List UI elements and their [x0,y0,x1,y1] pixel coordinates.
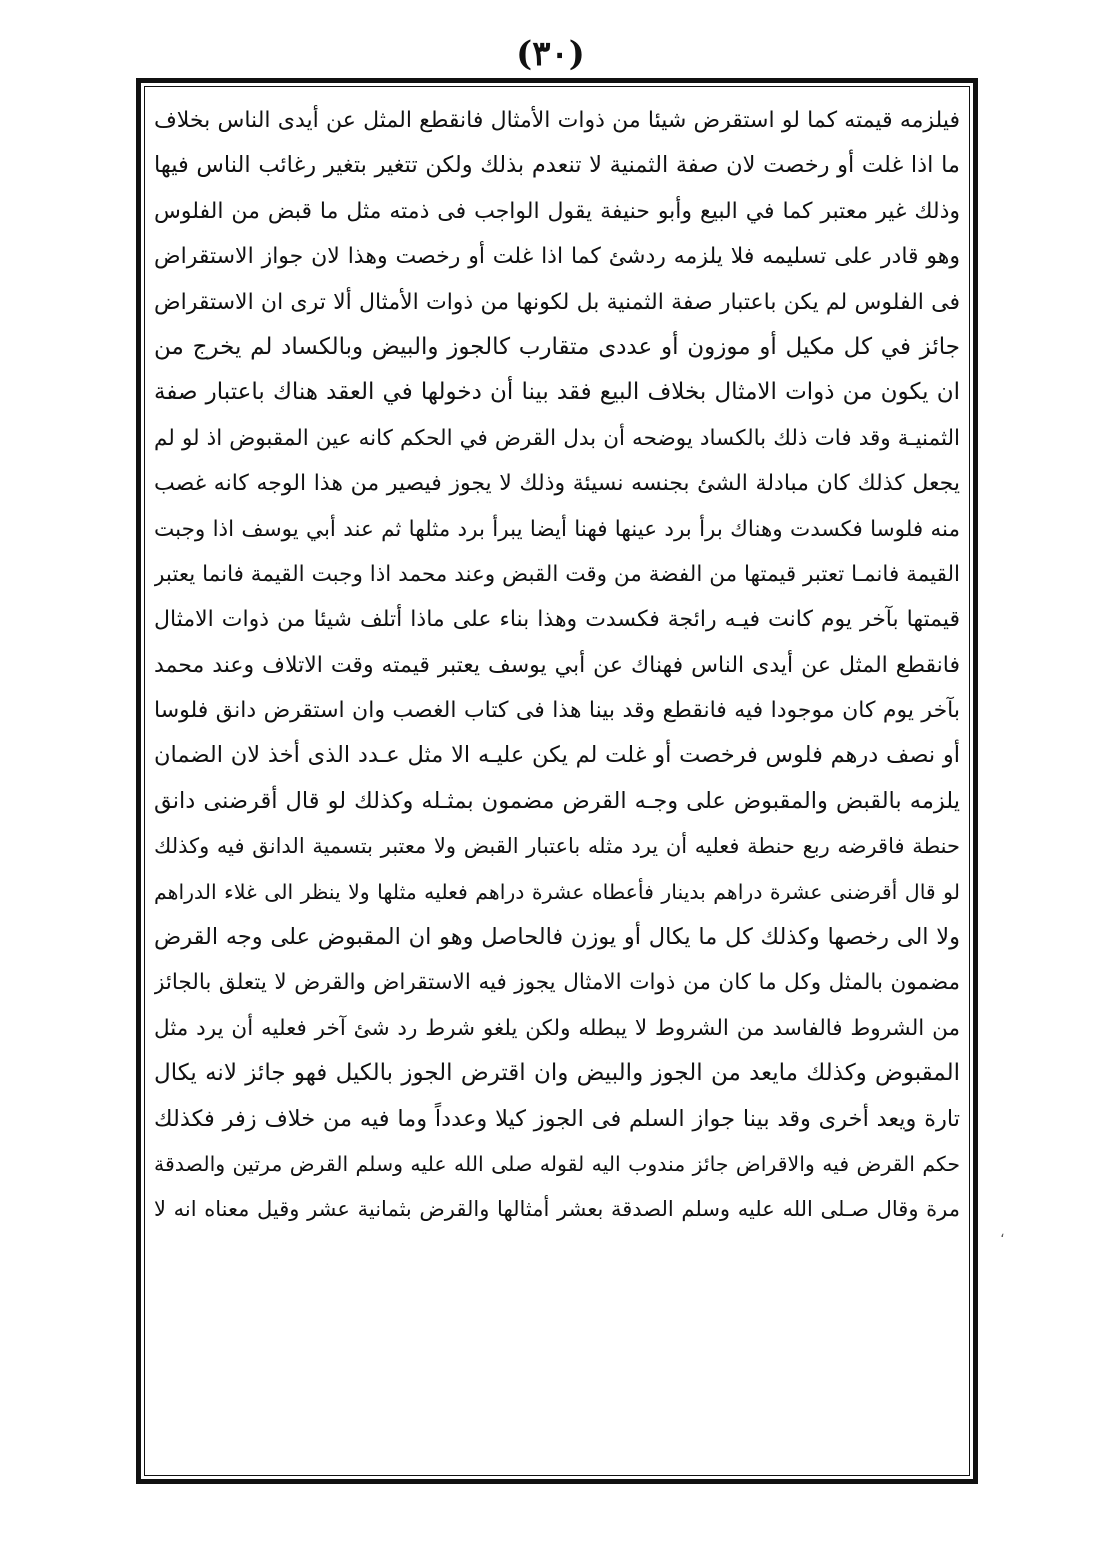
text-line: لو قال أقرضنى عشرة دراهم بدينار فأعطاه عشرة دراهم فعليه مثلها ولا ينظر الى غلاء الدراهم [154,879,960,904]
text-line: ان يكون من ذوات الامثال بخلاف البيع فقد بينا أن دخولها في العقد هناك باعتبار صفة [154,379,960,406]
text-line: تارة ويعد أخرى وقد بينا جواز السلم فى الجوز كيلا وعدداً وما فيه من خلاف زفر فكذلك [154,1105,960,1132]
text-line: ولا الى رخصها وكذلك كل ما يكال أو يوزن فالحاصل وهو ان المقبوض على وجه القرض [154,924,960,951]
text-line: فيلزمه قيمته كما لو استقرض شيئا من ذوات الأمثال فانقطع المثل عن أيدى الناس بخلاف [154,108,960,133]
text-line: فى الفلوس لم يكن باعتبار صفة الثمنية بل لكونها من ذوات الأمثال ألا ترى ان الاستقراض [154,289,960,315]
text-line: القيمة فانمـا تعتبر قيمتها من الفضة من وقت القبض وعند محمد اذا وجبت القيمة فانما يعتبر [154,561,960,587]
text-line: أو نصف درهم فلوس فرخصت أو غلت لم يكن عليـه الا مثل عـدد الذى أخذ لان الضمان [154,742,960,769]
text-line: منه فلوسا فكسدت وهناك برأ برد عينها فهنا أيضا يبرأ برد مثلها ثم عند أبي يوسف اذا وجبت [154,516,960,542]
body-text [154,98,960,1233]
text-line: حكم القرض فيه والاقراض جائز مندوب اليه لقوله صلى الله عليه وسلم القرض مرتين والصدقة [154,1151,960,1176]
text-line: المقبوض وكذلك مايعد من الجوز والبيض وان اقترض الجوز بالكيل فهو جائز لانه يكال [154,1060,960,1087]
text-line: من الشروط فالفاسد من الشروط لا يبطله ولكن يلغو شرط رد شئ آخر فعليه أن يرد مثل [154,1015,960,1041]
margin-mark: ، [1000,1225,1005,1241]
text-line: فانقطع المثل عن أيدى الناس فهناك عن أبي يوسف يعتبر قيمته وقت الاتلاف وعند محمد [154,652,960,678]
text-line: قيمتها بآخر يوم كانت فيـه رائجة فكسدت وهذا بناء على ماذا أتلف شيئا من ذوات الامثال [154,607,960,633]
text-line: جائز في كل مكيل أو موزون أو عددى متقارب كالجوز والبيض وبالكساد لم يخرج من [154,333,960,360]
text-line: يلزمه بالقبض والمقبوض على وجـه القرض مضمون بمثـله وكذلك لو قال أقرضنى دانق [154,787,960,814]
text-line: بآخر يوم كان موجودا فيه فانقطع وقد بينا هذا فى كتاب الغصب وان استقرض دانق فلوسا [154,698,960,724]
text-line: يجعل كذلك كان مبادلة الشئ بجنسه نسيئة وذلك لا يجوز فيصير من هذا الوجه كانه غصب [154,471,960,497]
text-line: وهو قادر على تسليمه فلا يلزمه ردشئ كما اذا غلت أو رخصت وهذا لان جواز الاستقراض [154,244,960,270]
text-line: مرة وقال صـلى الله عليه وسلم الصدقة بعشر أمثالها والقرض بثمانية عشر وقيل معناه انه لا [154,1197,960,1222]
page-number: (٣٠) [516,34,585,74]
text-line: وذلك غير معتبر كما في البيع وأبو حنيفة يقول الواجب فى ذمته مثل ما قبض من الفلوس [154,198,960,224]
text-line: مضمون بالمثل وكل ما كان من ذوات الامثال يجوز فيه الاستقراض والقرض لا يتعلق بالجائز [154,970,960,996]
text-line: الثمنيـة وقد فات ذلك بالكساد يوضحه أن بدل القرض في الحكم كانه عين المقبوض اذ لو لم [154,425,960,451]
text-line: حنطة فاقرضه ربع حنطة فعليه أن يرد مثله باعتبار القبض ولا معتبر بتسمية الدانق فيه وكذلك [154,834,960,859]
text-line: ما اذا غلت أو رخصت لان صفة الثمنية لا تنعدم بذلك ولكن تتغير بتغير رغائب الناس فيها [154,152,960,179]
